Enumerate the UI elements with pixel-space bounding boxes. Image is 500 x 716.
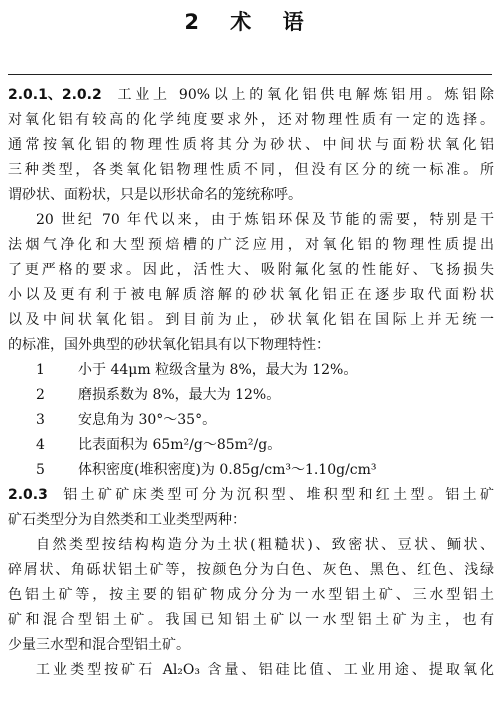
list-number: 4: [36, 437, 45, 453]
text-line: 工业类型按矿石 Al₂O₃ 含量、铝硅比值、工业用途、提取氧化: [36, 662, 494, 678]
document-body: [8, 83, 494, 683]
text-line: 以及中间状氧化铝。到目前为止，砂状氧化铝在国际上并无统一: [8, 312, 494, 328]
list-text: 安息角为 30°～35°。: [78, 412, 217, 428]
list-text: 小于 44μm 粒级含量为 8%，最大为 12%。: [78, 362, 358, 378]
text-line: 碎屑状、角砾状铝土矿等，按颜色分为白色、灰色、黑色、红色、浅绿: [8, 562, 494, 578]
text-line: 了更严格的要求。因此，活性大、吸附氟化氢的性能好、飞扬损失: [8, 262, 494, 278]
text-line: 自然类型按结构构造分为土状(粗糙状)、致密状、豆状、鲕状、: [36, 537, 494, 553]
text-line: 小以及更有利于被电解质溶解的砂状氧化铝正在逐步取代面粉状: [8, 287, 494, 303]
list-number: 5: [36, 462, 45, 478]
section-203-text: 铝土矿矿床类型可分为沉积型、堆积型和红土型。铝土矿: [59, 487, 494, 503]
list-number: 1: [36, 362, 45, 378]
text-line: 矿石类型分为自然类和工业类型两种：: [8, 512, 246, 528]
section-number: 2.0.1、2.0.2: [8, 87, 102, 103]
text-line: 三种类型，各类氧化铝物理性质不同，但没有区分的统一标准。所: [8, 162, 494, 178]
section-number: 2.0.3: [8, 487, 48, 503]
list-text: 磨损系数为 8%，最大为 12%。: [78, 387, 281, 403]
text-line: 对氧化铝有较高的化学纯度要求外，还对物理性质有一定的选择。: [8, 112, 494, 128]
text-line: 20 世纪 70 年代以来，由于炼铝环保及节能的需要，特别是干: [36, 212, 494, 228]
title-divider: [8, 74, 492, 75]
text-line: 谓砂状、面粉状，只是以形状命名的笼统称呼。: [8, 187, 302, 203]
list-number: 2: [36, 387, 45, 403]
list-item: [8, 458, 494, 483]
section-201-text: 工业上 90%以上的氧化铝供电解炼铝用。炼铝除: [113, 87, 494, 103]
text-line: 通常按氧化铝的物理性质将其分为砂状、中间状与面粉状氧化铝: [8, 137, 494, 153]
text-line: 法烟气净化和大型预焙槽的广泛应用，对氧化铝的物理性质提出: [8, 237, 494, 253]
list-item: [8, 408, 494, 433]
list-text: 体积密度(堆积密度)为 0.85g/cm³～1.10g/cm³: [78, 462, 377, 478]
list-item: [8, 383, 494, 408]
chapter-title: 2 术 语: [184, 10, 316, 34]
text-line: 的标准，国外典型的砂状氧化铝具有以下物理特性：: [8, 337, 330, 353]
list-text: 比表面积为 65m²/g～85m²/g。: [78, 437, 282, 453]
section-201-line: [8, 83, 494, 108]
text-line: 矿和混合型铝土矿。我国已知铝土矿以一水型铝土矿为主，也有: [8, 612, 494, 628]
text-line: 色铝土矿等，按主要的铝矿物成分分为一水型铝土矿、三水型铝土: [8, 587, 494, 603]
list-item: [8, 433, 494, 458]
text-line: 少量三水型和混合型铝土矿。: [8, 637, 190, 653]
list-number: 3: [36, 412, 45, 428]
section-203-line: [8, 483, 494, 508]
list-item: [8, 358, 494, 383]
